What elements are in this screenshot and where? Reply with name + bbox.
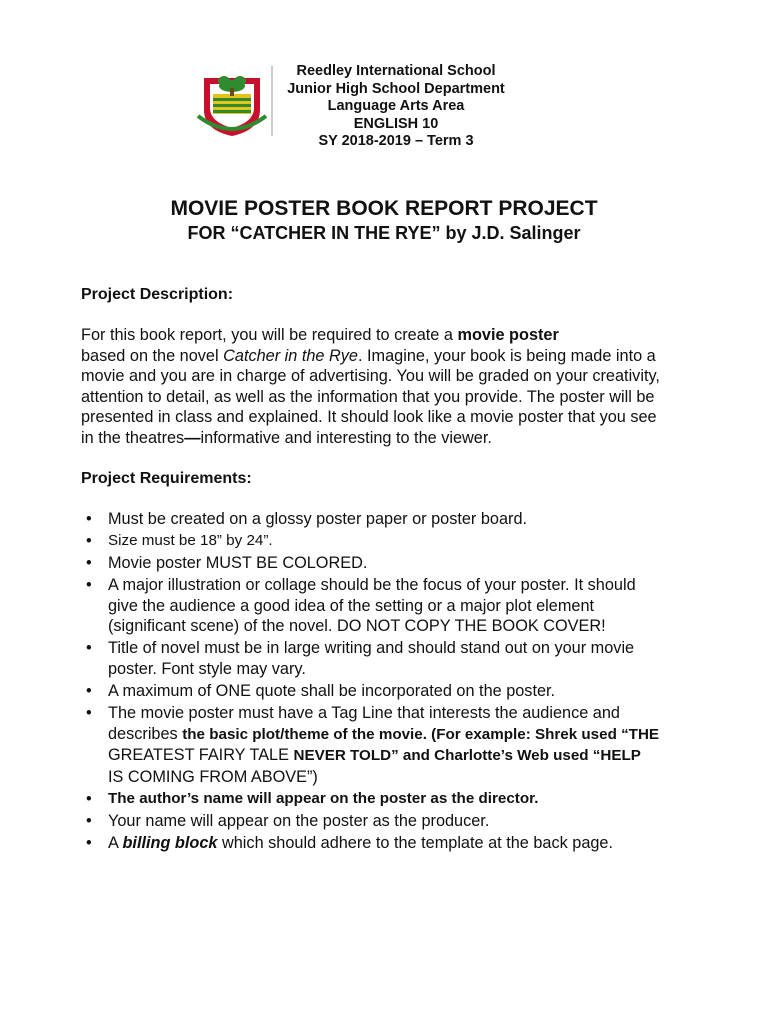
project-requirements-heading: Project Requirements:: [81, 470, 252, 487]
department-name: Junior High School Department: [287, 80, 505, 97]
document-subtitle: FOR “CATCHER IN THE RYE” by J.D. Salinger: [187, 223, 581, 243]
description-line: attention to detail, as well as the information that you provide. The poster will be: [81, 387, 655, 406]
novel-title: Catcher in the Rye: [223, 346, 358, 365]
list-item: • The movie poster must have a Tag Line that interests the audience and describes the basic plot/theme of the movie. (For example: Shrek used “THE GREATEST FAIRY TALE NEVER TOLD” and Charlotte’s Web used “HELP IS COMING FROM ABOVE”): [81, 703, 721, 787]
description-line: based on the novel Catcher in the Rye. Imagine, your book is being made into a: [81, 346, 656, 365]
course-name: ENGLISH 10: [353, 115, 439, 132]
document-title: MOVIE POSTER BOOK REPORT PROJECT: [170, 197, 598, 220]
school-name: Reedley International School: [296, 63, 496, 79]
description-line: movie and you are in charge of advertising. You will be graded on your creativity,: [81, 367, 660, 385]
description-line: presented in class and explained. It should look like a movie poster that you see: [81, 408, 657, 426]
project-description-text: [81, 325, 721, 448]
description-line: For this book report, you will be required to create a movie poster: [81, 326, 559, 344]
description-line: in the theatres—informative and interesting to the viewer.: [81, 428, 492, 447]
emphasis-movie-poster: movie poster: [457, 326, 559, 344]
subject-area: Language Arts Area: [327, 98, 465, 115]
list-item: • Size must be 18” by 24”.: [81, 531, 721, 552]
project-description-heading: Project Description:: [81, 286, 234, 303]
requirements-list: [81, 509, 721, 855]
emphasis-billing-block: billing block: [122, 833, 218, 852]
list-item: • A major illustration or collage should be the focus of your poster. It should give the audience a good idea of the setting or a major plot element (significant scene) of the novel. DO NOT COPY THE BOOK COVER!: [81, 575, 721, 637]
list-item: • Movie poster MUST BE COLORED.: [81, 553, 721, 574]
school-header: [230, 63, 562, 151]
list-item: • Title of novel must be in large writing and should stand out on your movie poster. Font style may vary.: [81, 638, 721, 679]
list-item: • Your name will appear on the poster as the producer.: [81, 811, 721, 832]
list-item: • The author’s name will appear on the poster as the director.: [81, 789, 721, 810]
list-item: • Must be created on a glossy poster paper or poster board.: [81, 509, 721, 530]
school-year-term: SY 2018-2019 – Term 3: [318, 133, 474, 150]
list-item: • A billing block which should adhere to the template at the back page.: [81, 833, 721, 854]
list-item: • A maximum of ONE quote shall be incorporated on the poster.: [81, 681, 721, 702]
